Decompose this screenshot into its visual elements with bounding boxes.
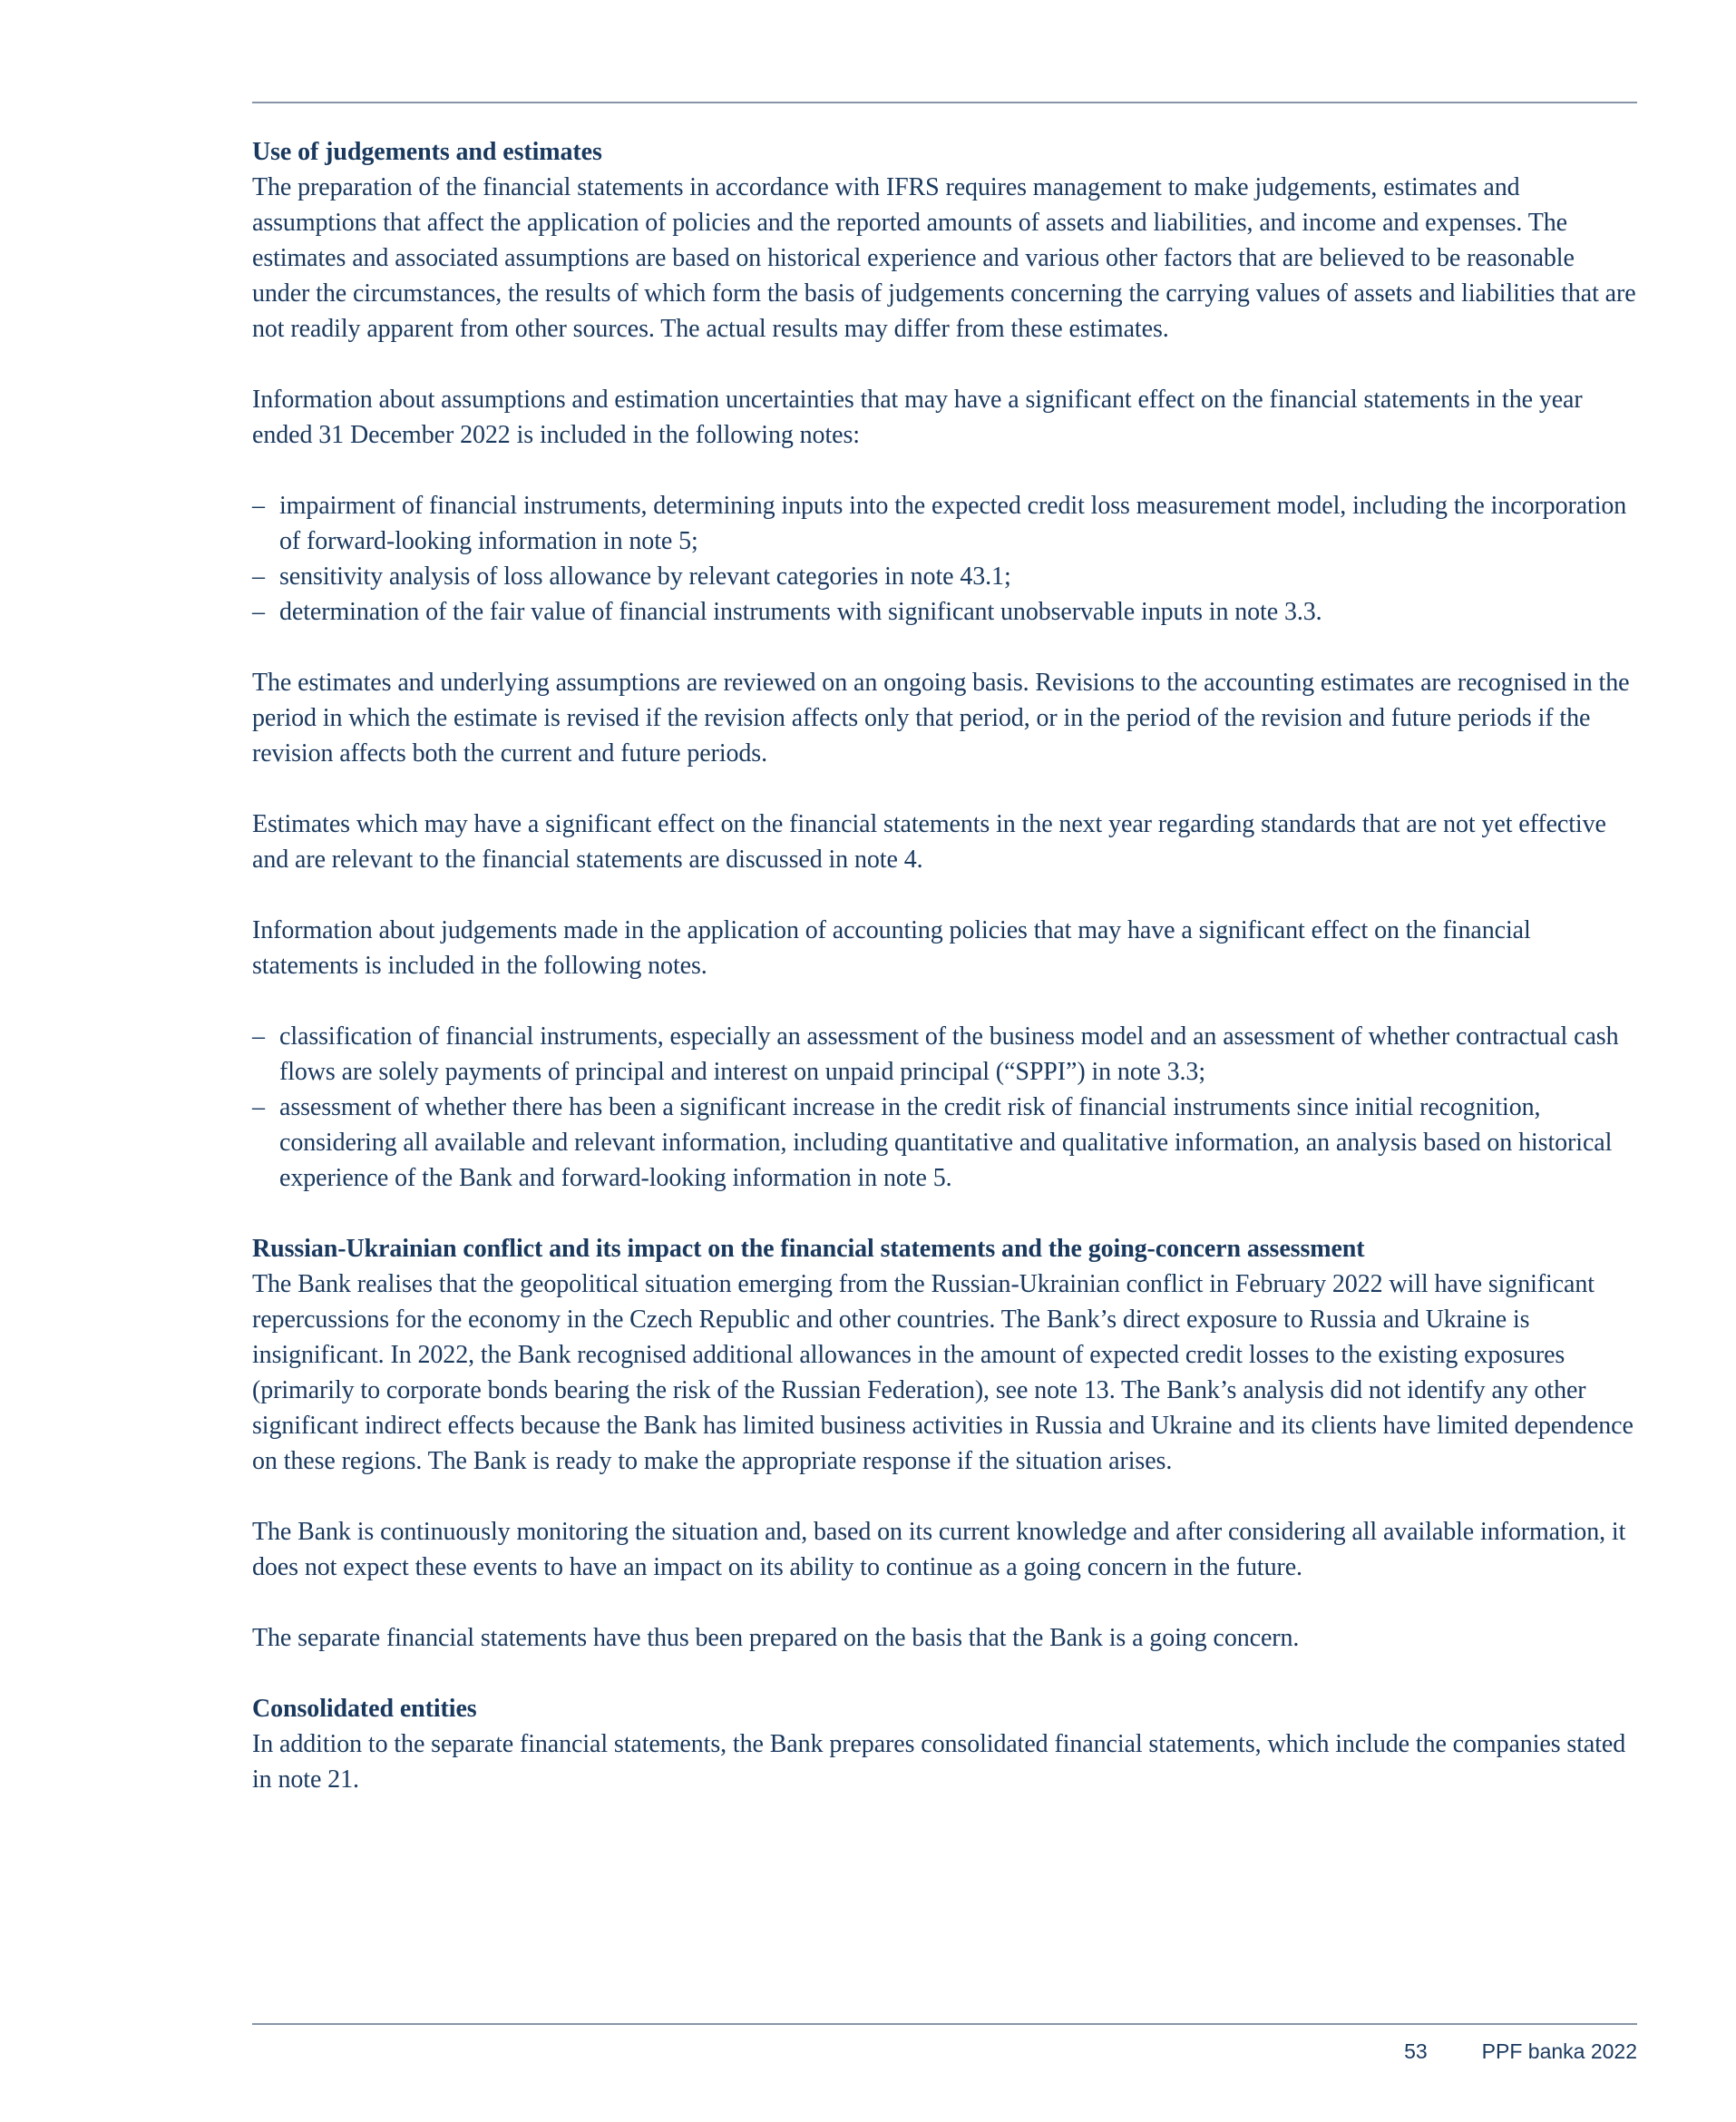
paragraph-consolidated-statements: In addition to the separate financial statements, the Bank prepares consolidated financial statements, which include the companies stated in note 21. [252, 1730, 1626, 1794]
list-item [252, 559, 1637, 594]
list-item-text: assessment of whether there has been a significant increase in the credit risk of financial instruments since initial recognition, considering all available and relevant information, including quantitative and qualitative information, an analysis based on historical experience of the Bank and forward-looking information in note 5. [279, 1093, 1613, 1192]
list-item [252, 1019, 1637, 1090]
list-item-text: impairment of financial instruments, determining inputs into the expected credit loss measurement model, including the incorporation of forward-looking information in note 5; [279, 492, 1627, 555]
dash-bullet-icon: – [252, 1022, 265, 1051]
list-item [252, 1090, 1637, 1196]
paragraph-going-concern-basis: The separate financial statements have thus been prepared on the basis that the Bank is a going concern. [252, 1624, 1300, 1652]
section-heading-use-of-judgements: Use of judgements and estimates [252, 138, 602, 166]
paragraph-standards-not-yet-effective: Estimates which may have a significant effect on the financial statements in the next year regarding standards that are not yet effective and are relevant to the financial statements are discussed in note 4. [252, 810, 1606, 874]
notes-list-judgements [252, 1019, 1637, 1196]
section-heading-russian-ukrainian-conflict: Russian-Ukrainian conflict and its impact on the financial statements and the going-concern assessment [252, 1235, 1365, 1263]
section-heading-consolidated-entities: Consolidated entities [252, 1695, 477, 1723]
list-item [252, 594, 1637, 630]
paragraph-estimation-uncertainties: Information about assumptions and estimation uncertainties that may have a significant effect on the financial statements in the year ended 31 December 2022 is included in the following notes: [252, 386, 1583, 449]
list-item-text: sensitivity analysis of loss allowance by relevant categories in note 43.1; [279, 562, 1011, 591]
paragraph-preparation: The preparation of the financial statements in accordance with IFRS requires management to make judgements, estimates and assumptions that affect the application of policies and the reported amounts of assets and liabilities, and income and expenses. The estimates and associated assumptions are based on historical experience and various other factors that are believed to be reasonable under the circumstances, the results of which form the basis of judgements concerning the carrying values of assets and liabilities that are not readily apparent from other sources. The actual results may differ from these estimates. [252, 173, 1636, 343]
paragraph-judgements-policies: Information about judgements made in the application of accounting policies that may have a significant effect on the financial statements is included in the following notes. [252, 916, 1531, 980]
notes-list-estimation [252, 488, 1637, 630]
footer-divider [252, 2023, 1637, 2025]
paragraph-revisions: The estimates and underlying assumptions are reviewed on an ongoing basis. Revisions to the accounting estimates are recognised in the period in which the estimate is revised if the revision affects only that period, or in the period of the revision and future periods if the revision affects both the current and future periods. [252, 669, 1630, 768]
list-item-text: determination of the fair value of financial instruments with significant unobservable inputs in note 3.3. [279, 598, 1322, 626]
list-item-text: classification of financial instruments, especially an assessment of the business model and an assessment of whether contractual cash flows are solely payments of principal and interest on unpaid principal (“SPPI”) in note 3.3; [279, 1022, 1619, 1086]
top-divider [252, 102, 1637, 103]
paragraph-monitoring: The Bank is continuously monitoring the situation and, based on its current knowledge and after considering all available information, it does not expect these events to have an impact on its ability to continue as a going concern in the future. [252, 1518, 1626, 1581]
dash-bullet-icon: – [252, 562, 265, 591]
dash-bullet-icon: – [252, 492, 265, 520]
list-item [252, 488, 1637, 559]
dash-bullet-icon: – [252, 598, 265, 626]
page-footer [252, 2038, 1637, 2065]
page-number: 53 [1404, 2039, 1428, 2063]
dash-bullet-icon: – [252, 1093, 265, 1121]
document-body [252, 134, 1637, 1833]
paragraph-conflict-impact: The Bank realises that the geopolitical situation emerging from the Russian-Ukrainian conflict in February 2022 will have significant repercussions for the economy in the Czech Republic and other countries. The Bank’s direct exposure to Russia and Ukraine is insignificant. In 2022, the Bank recognised additional allowances in the amount of expected credit losses to the existing exposures (primarily to corporate bonds bearing the risk of the Russian Federation), see note 13. The Bank’s analysis did not identify any other significant indirect effects because the Bank has limited business activities in Russia and Ukraine and its clients have limited dependence on these regions. The Bank is ready to make the appropriate response if the situation arises. [252, 1270, 1634, 1475]
footer-brand: PPF banka 2022 [1481, 2039, 1637, 2063]
